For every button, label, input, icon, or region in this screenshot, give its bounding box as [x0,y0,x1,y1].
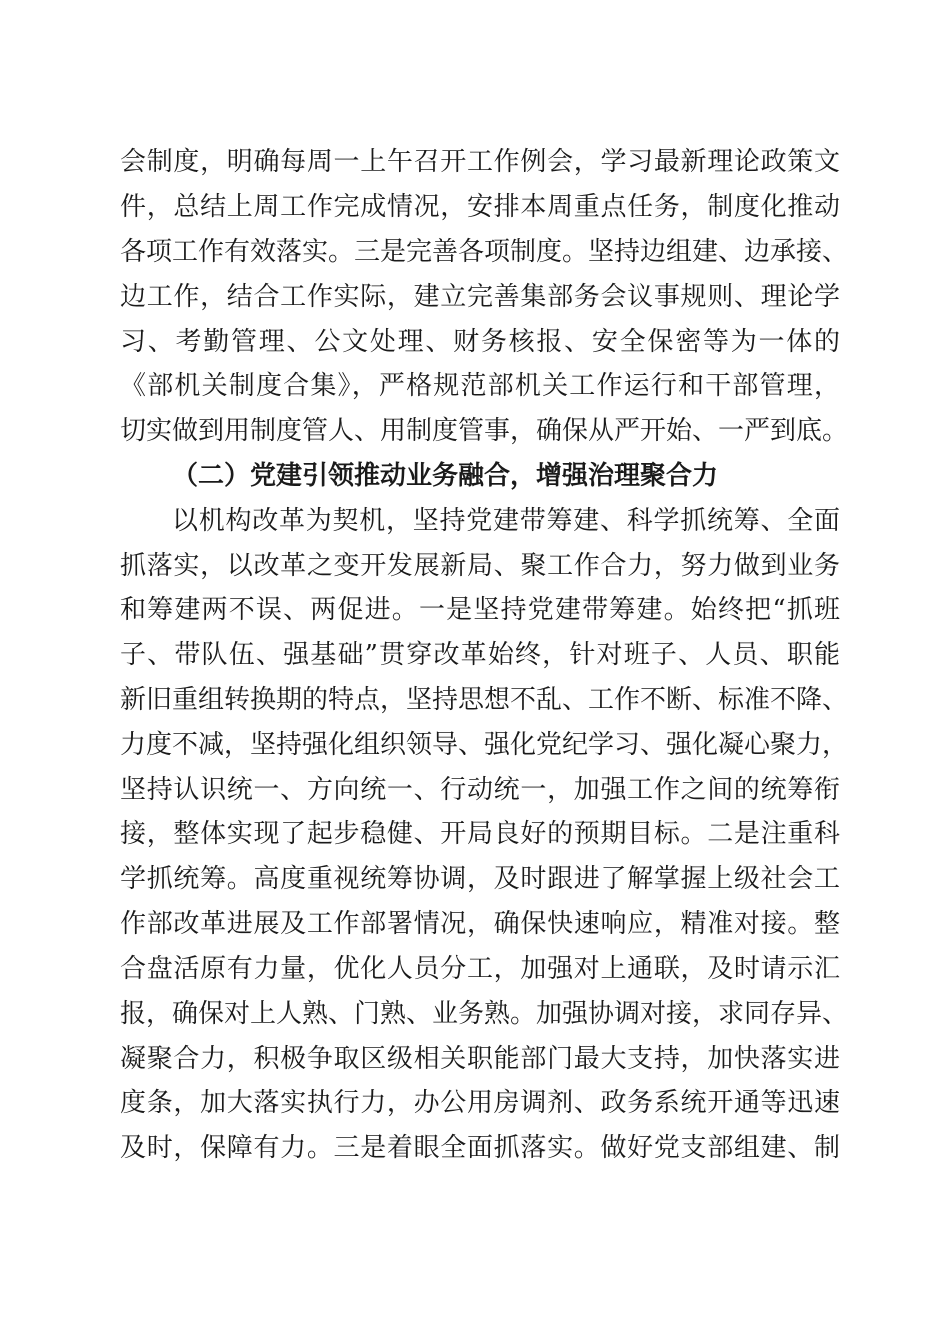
text-line: 和筹建两不误、两促进。一是坚持党建带筹建。始终把“抓班 [120,595,840,625]
text-line: 及时，保障有力。三是着眼全面抓落实。做好党支部组建、制 [120,1133,840,1163]
text-line: 边工作，结合工作实际，建立完善集部务会议事规则、理论学 [120,282,840,312]
text-line: 合盘活原有力量，优化人员分工，加强对上通联，及时请示汇 [120,954,840,984]
text-line: 会制度，明确每周一上午召开工作例会，学习最新理论政策文 [120,147,840,177]
text-line: 抓落实，以改革之变开发展新局、聚工作合力，努力做到业务 [120,551,840,581]
text-line: 坚持认识统一、方向统一、行动统一，加强工作之间的统筹衔 [120,775,840,805]
text-line: 以机构改革为契机，坚持党建带筹建、科学抓统筹、全面 [172,506,840,536]
text-line: 各项工作有效落实。三是完善各项制度。坚持边组建、边承接、 [120,237,849,267]
text-line: 度条，加大落实执行力，办公用房调剂、政务系统开通等迅速 [120,1088,840,1118]
text-line: 接，整体实现了起步稳健、开局良好的预期目标。二是注重科 [120,819,840,849]
text-line: 力度不减，坚持强化组织领导、强化党纪学习、强化凝心聚力， [120,730,849,760]
section-heading: （二）党建引领推动业务融合，增强治理聚合力 [172,461,719,491]
text-line: 件，总结上周工作完成情况，安排本周重点任务，制度化推动 [120,192,840,222]
text-line: 习、考勤管理、公文处理、财务核报、安全保密等为一体的 [120,327,840,357]
text-line: 凝聚合力，积极争取区级相关职能部门最大支持，加快落实进 [120,1044,840,1074]
text-line: 《部机关制度合集》，严格规范部机关工作运行和干部管理， [120,371,840,401]
text-line: 切实做到用制度管人、用制度管事，确保从严开始、一严到底。 [120,416,849,446]
text-line: 学抓统筹。高度重视统筹协调，及时跟进了解掌握上级社会工 [120,864,840,894]
text-line: 作部改革进展及工作部署情况，确保快速响应，精准对接。整 [120,909,840,939]
text-line: 子、带队伍、强基础”贯穿改革始终，针对班子、人员、职能 [120,640,840,670]
text-line: 新旧重组转换期的特点，坚持思想不乱、工作不断、标准不降、 [120,685,849,715]
text-line: 报，确保对上人熟、门熟、业务熟。加强协调对接，求同存异、 [120,999,849,1029]
